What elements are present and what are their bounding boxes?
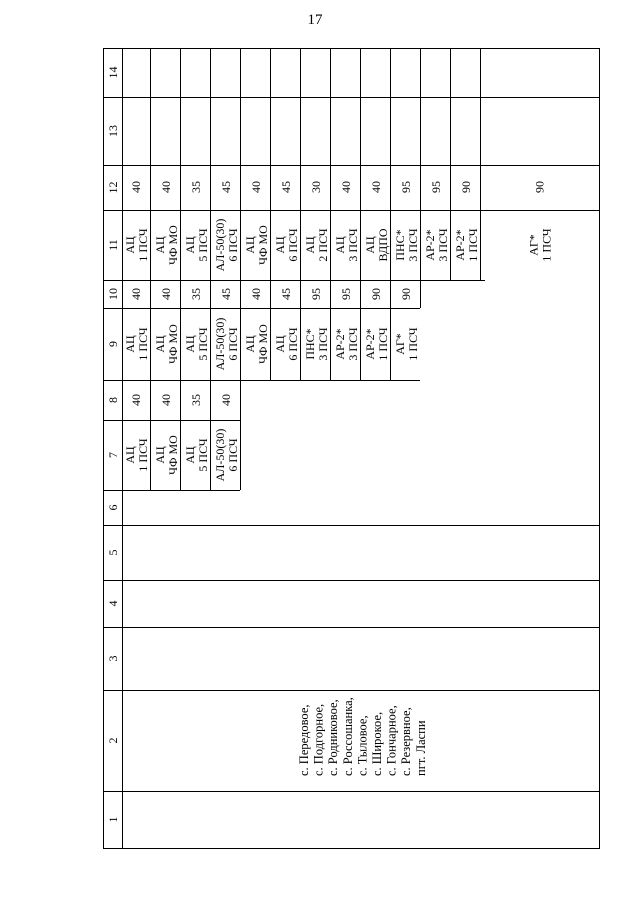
equipment-type: АР-2* (363, 328, 377, 360)
column-number: 7 (106, 452, 120, 458)
equipment-type: АР-2* (333, 328, 347, 360)
equipment-unit: 6 ПСЧ (286, 228, 300, 262)
equipment-type: АЦ (273, 335, 287, 353)
settlement-name: с. Гончарное, (384, 705, 399, 776)
equipment-type: АГ* (526, 234, 541, 256)
equipment-unit: 1 ПСЧ (136, 327, 150, 361)
time-value: 95 (339, 288, 353, 300)
equipment-unit: 6 ПСЧ (226, 228, 240, 262)
time-value: 40 (249, 288, 263, 300)
equipment-unit: 3 ПСЧ (346, 327, 360, 361)
time-value: 35 (189, 288, 203, 300)
equipment-unit: 1 ПСЧ (466, 228, 480, 262)
equipment-unit: 1 ПСЧ (136, 228, 150, 262)
column-number: 8 (106, 397, 120, 403)
equipment-type: АЦ (153, 335, 167, 353)
time-value: 90 (399, 288, 413, 300)
column-9 (123, 318, 420, 371)
time-value: 40 (129, 394, 143, 406)
column-number: 9 (106, 341, 120, 347)
settlement-name: с. Передовое, (297, 704, 311, 776)
equipment-type: АЦ (273, 236, 287, 254)
equipment-type: АР-2* (423, 229, 437, 261)
time-value: 40 (159, 394, 173, 406)
time-value: 40 (339, 181, 353, 193)
settlement-name: с. Подгорное, (311, 703, 326, 776)
equipment-unit: 1 ПСЧ (539, 228, 554, 262)
equipment-unit: 2 ПСЧ (316, 228, 330, 262)
column-number: 10 (106, 288, 120, 300)
column-number: 4 (106, 600, 120, 607)
equipment-type: АЦ (303, 236, 317, 254)
time-value: 35 (189, 181, 203, 193)
time-value: 45 (219, 181, 233, 193)
equipment-unit: 3 ПСЧ (316, 327, 330, 361)
time-value: 45 (279, 288, 293, 300)
equipment-unit: 5 ПСЧ (196, 228, 210, 262)
equipment-type: АЦ (333, 236, 347, 254)
settlement-name: с. Резервное, (399, 707, 414, 776)
time-value: 40 (219, 394, 233, 406)
time-value: 40 (129, 288, 143, 300)
time-value: 90 (369, 288, 383, 300)
equipment-unit: ЧФ МО (166, 435, 180, 475)
equipment-type: АЦ (123, 335, 137, 353)
equipment-type: АЦ (123, 446, 137, 464)
equipment-type: АЦ (243, 335, 257, 353)
time-value: 40 (249, 181, 263, 193)
equipment-type: ПНС* (393, 229, 407, 261)
column-number: 3 (106, 655, 120, 662)
column-number: 12 (106, 181, 120, 194)
column-12 (129, 181, 547, 193)
time-value: 35 (189, 394, 203, 406)
column-number: 6 (106, 504, 120, 511)
equipment-type: АЦ (183, 446, 197, 464)
equipment-unit: ВДПО (376, 228, 390, 262)
equipment-type: АЦ (243, 236, 257, 254)
equipment-unit: 5 ПСЧ (196, 438, 210, 472)
equipment-unit: 6 ПСЧ (226, 327, 240, 361)
column-11 (123, 219, 554, 272)
equipment-type: АЦ (183, 335, 197, 353)
settlements-cell (297, 697, 428, 776)
equipment-unit: 5 ПСЧ (196, 327, 210, 361)
time-value: 95 (309, 288, 323, 300)
time-value: 40 (129, 181, 143, 193)
column-number: 13 (106, 125, 120, 137)
equipment-unit: 6 ПСЧ (286, 327, 300, 361)
column-number: 5 (106, 549, 120, 556)
equipment-type: АГ* (393, 333, 407, 355)
column-number-row (106, 67, 120, 823)
equipment-unit: 3 ПСЧ (346, 228, 360, 262)
column-number: 11 (106, 239, 120, 251)
equipment-unit: 3 ПСЧ (436, 228, 450, 262)
time-value: 40 (159, 288, 173, 300)
settlement-name: с. Россошанка, (340, 697, 355, 776)
settlement-name: с. Родниковое, (326, 699, 341, 776)
time-value: 30 (309, 181, 323, 193)
equipment-type: АЦ (153, 236, 167, 254)
equipment-unit: 1 ПСЧ (376, 327, 390, 361)
time-value: 95 (429, 181, 443, 193)
row-separators (151, 48, 481, 490)
equipment-type: АР-2* (453, 229, 467, 261)
time-value: 90 (532, 181, 547, 193)
equipment-unit: 3 ПСЧ (406, 228, 420, 262)
equipment-unit: 6 ПСЧ (226, 438, 240, 472)
equipment-unit: ЧФ МО (166, 324, 180, 364)
column-7 (123, 429, 240, 482)
page-number: 17 (307, 12, 323, 28)
equipment-unit: ЧФ МО (166, 225, 180, 265)
time-value: 90 (459, 181, 473, 193)
equipment-type: ПНС* (303, 328, 317, 360)
column-number: 14 (106, 66, 120, 79)
column-number: 2 (106, 737, 120, 744)
equipment-unit: ЧФ МО (256, 225, 270, 265)
settlement-name: с. Тыловое, (355, 715, 370, 776)
equipment-type: АЦ (183, 236, 197, 254)
time-value: 45 (219, 288, 233, 300)
time-value: 95 (399, 181, 413, 193)
equipment-type: АЛ-50(30) (213, 218, 227, 272)
time-value: 40 (159, 181, 173, 193)
column-number: 1 (106, 816, 120, 823)
time-value: 40 (369, 181, 383, 193)
time-value: 45 (279, 181, 293, 193)
equipment-unit: 1 ПСЧ (406, 327, 420, 361)
equipment-type: АЛ-50(30) (213, 428, 227, 482)
equipment-type: АЦ (123, 236, 137, 254)
equipment-type: АЦ (363, 236, 377, 254)
settlement-name: пгт. Ласпи (413, 720, 428, 776)
settlement-name: с. Широкое, (370, 711, 384, 776)
equipment-type: АЦ (153, 446, 167, 464)
equipment-type: АЛ-50(30) (213, 317, 227, 371)
equipment-unit: 1 ПСЧ (136, 438, 150, 472)
equipment-unit: ЧФ МО (256, 324, 270, 364)
